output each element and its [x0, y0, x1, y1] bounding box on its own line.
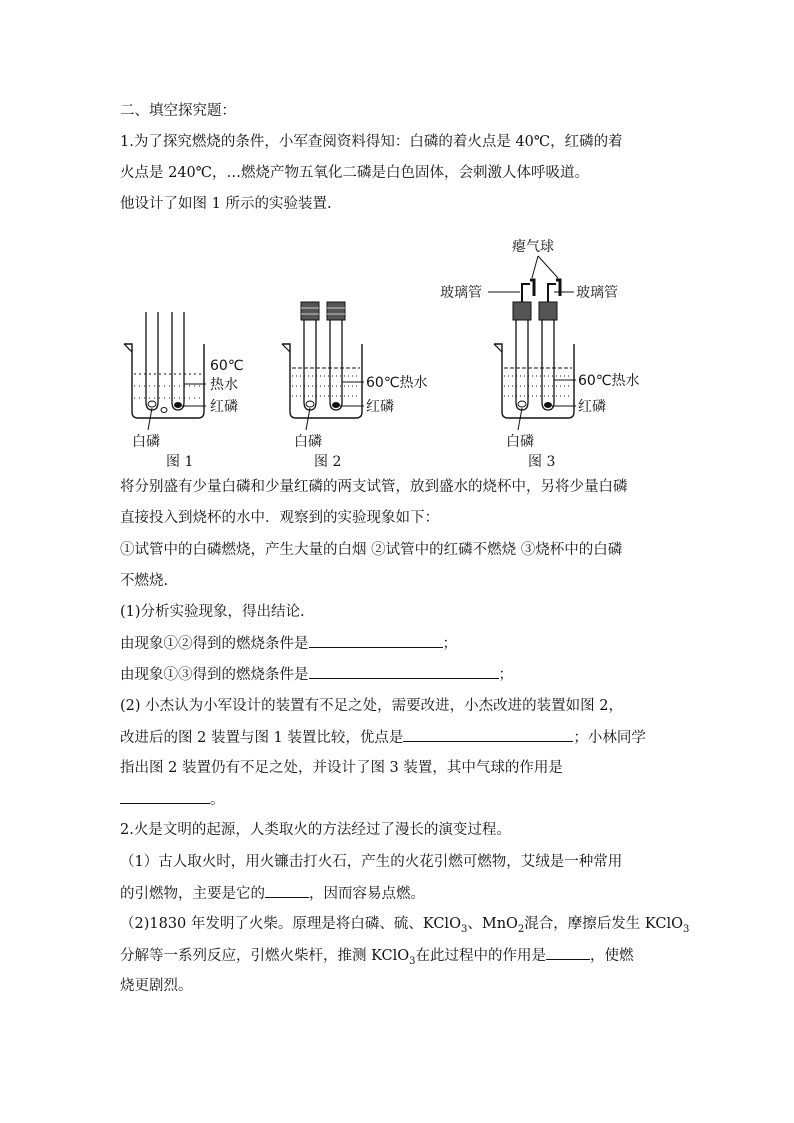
fig3-stopper-left — [513, 302, 531, 320]
fig2-stopper-left — [301, 302, 319, 320]
q1-line-7: 不燃烧. — [120, 573, 169, 589]
q2-s2-line-2 — [120, 945, 680, 966]
fig1-tube-right — [172, 312, 184, 410]
fig3-white-phosphorus — [518, 401, 526, 407]
fig2-white-phosphorus — [306, 401, 314, 407]
fig2-beaker — [282, 344, 362, 418]
q1-line-5: 直接投入到烧杯的水中．观察到的实验现象如下： — [120, 510, 439, 526]
fig3-label-water: 60℃热水 — [578, 373, 640, 389]
q1-sub2-line-3: 指出图 2 装置仍有不足之处，并设计了图 3 装置，其中气球的作用是 — [120, 760, 563, 776]
fig3-caption: 图 3 — [528, 454, 556, 470]
q1-sub2-line-1: (2) 小杰认为小军设计的装置有不足之处，需要改进，小杰改进的装置如图 2， — [120, 698, 623, 714]
q2-s1-line-2 — [120, 883, 680, 904]
q1-sub2-line-2-suffix: ；小林同学 — [573, 730, 646, 746]
q1-sub1a-suffix: ； — [442, 636, 457, 652]
q2-s2-line-1 — [120, 914, 690, 935]
fig2-tube-left — [304, 318, 316, 410]
fig3-red-phosphorus — [544, 402, 552, 408]
fig3-glass-tube-left — [522, 284, 530, 302]
answer-blank-1[interactable] — [309, 633, 443, 648]
q1-line-1: 1.为了探究燃烧的条件，小军查阅资料得知：白磷的着火点是 40℃，红磷的着 — [120, 134, 623, 150]
figure-3 — [440, 239, 640, 470]
fig1-label-white: 白磷 — [132, 434, 160, 450]
q2-s1-line-1: （1）古人取火时，用火镰击打火石，产生的火花引燃可燃物，艾绒是一种常用 — [120, 854, 623, 870]
q1-line-3: 他设计了如图 1 所示的实验装置. — [120, 196, 332, 212]
subscript-2: 2 — [517, 923, 525, 935]
fig2-label-red: 红磷 — [366, 399, 394, 415]
q1-sub1: (1)分析实验现象，得出结论. — [120, 604, 305, 620]
q1-sub1b-suffix: ； — [498, 667, 513, 683]
fig2-label-white: 白磷 — [294, 434, 322, 450]
fig2-caption: 图 2 — [314, 454, 342, 470]
q2-s2-line-1-a: （2)1830 年发明了火柴。原理是将白磷、硫、KClO — [120, 916, 461, 932]
subscript-3: 3 — [409, 955, 416, 967]
answer-blank-2[interactable] — [309, 664, 499, 679]
fig3-label-tube-left: 玻璃管 — [440, 285, 482, 301]
fig1-label-temp: 60℃ — [210, 358, 244, 374]
q1-sub2-line-2-prefix: 改进后的图 2 装置与图 1 装置比较，优点是 — [120, 730, 404, 746]
q2-s1-line-2-suffix: ，因而容易点燃。 — [309, 886, 425, 902]
fig1-label-water: 热水 — [210, 377, 238, 393]
apparatus-figures — [118, 234, 678, 474]
q2-s2-line-2-b: 在此过程中的作用是 — [415, 948, 547, 964]
q2-s2-line-2-a: 分解等一系列反应，引燃火柴杆，推测 KClO — [120, 948, 410, 964]
q1-sub1b — [120, 664, 680, 685]
answer-blank-5[interactable] — [265, 883, 309, 898]
fig2-red-phosphorus — [332, 402, 340, 408]
fig1-caption: 图 1 — [166, 454, 194, 470]
fig3-balloon-left — [530, 280, 534, 296]
q1-sub2-line-4-suffix: 。 — [210, 792, 225, 808]
q1-sub1a — [120, 633, 680, 654]
q1-line-2: 火点是 240℃，…燃烧产物五氧化二磷是白色固体，会刺激人体呼吸道。 — [120, 165, 590, 181]
fig2-label-water: 60℃热水 — [366, 375, 428, 391]
figure-2 — [282, 302, 428, 470]
fig1-beaker — [124, 344, 204, 418]
section-title: 二、填空探究题： — [120, 103, 236, 119]
q1-line-4: 将分别盛有少量白磷和少量红磷的两支试管，放到盛水的烧杯中，另将少量白磷 — [120, 479, 628, 495]
answer-blank-3[interactable] — [403, 727, 573, 742]
fig3-tube-left — [516, 318, 528, 410]
apparatus-figures-svg — [118, 234, 678, 474]
figure-1 — [124, 312, 244, 470]
subscript-3: 3 — [682, 923, 690, 935]
fig3-balloon-right — [556, 280, 560, 296]
q2-s2-line-3: 烧更剧烈。 — [120, 978, 193, 994]
fig3-glass-tube-right — [548, 284, 556, 302]
q2-s2-line-2-c: ，使燃 — [590, 948, 634, 964]
fig3-label-white: 白磷 — [506, 434, 534, 450]
q1-sub1b-prefix: 由现象①③得到的燃烧条件是 — [120, 667, 309, 683]
fig1-white-phosphorus — [148, 401, 156, 407]
fig1-tube-left — [146, 312, 158, 410]
q2-line-1: 2.火是文明的起源，人类取火的方法经过了漫长的演变过程。 — [120, 822, 511, 838]
q2-s2-line-1-b: 、MnO — [467, 916, 518, 932]
q1-line-6: ①试管中的白磷燃烧，产生大量的白烟 ②试管中的红磷不燃烧 ③烧杯中的白磷 — [120, 542, 623, 558]
answer-blank-6[interactable] — [546, 945, 590, 960]
q2-s2-line-1-c: 混合，摩擦后发生 KClO — [524, 916, 683, 932]
q1-sub2-line-2 — [120, 727, 680, 748]
q1-sub2-line-4 — [120, 789, 680, 810]
fig1-red-phosphorus — [174, 402, 182, 408]
subscript-3: 3 — [460, 923, 468, 935]
fig3-label-red: 红磷 — [578, 399, 606, 415]
fig3-beaker — [494, 344, 574, 418]
fig3-label-balloon: 瘪气球 — [512, 239, 554, 255]
fig3-stopper-right — [539, 302, 557, 320]
q2-s1-line-2-prefix: 的引燃物，主要是它的 — [120, 886, 265, 902]
q1-sub1a-prefix: 由现象①②得到的燃烧条件是 — [120, 636, 309, 652]
answer-blank-4[interactable] — [120, 789, 210, 804]
fig1-label-red: 红磷 — [210, 399, 238, 415]
fig2-stopper-right — [327, 302, 345, 320]
fig3-label-tube-right: 玻璃管 — [576, 285, 618, 301]
